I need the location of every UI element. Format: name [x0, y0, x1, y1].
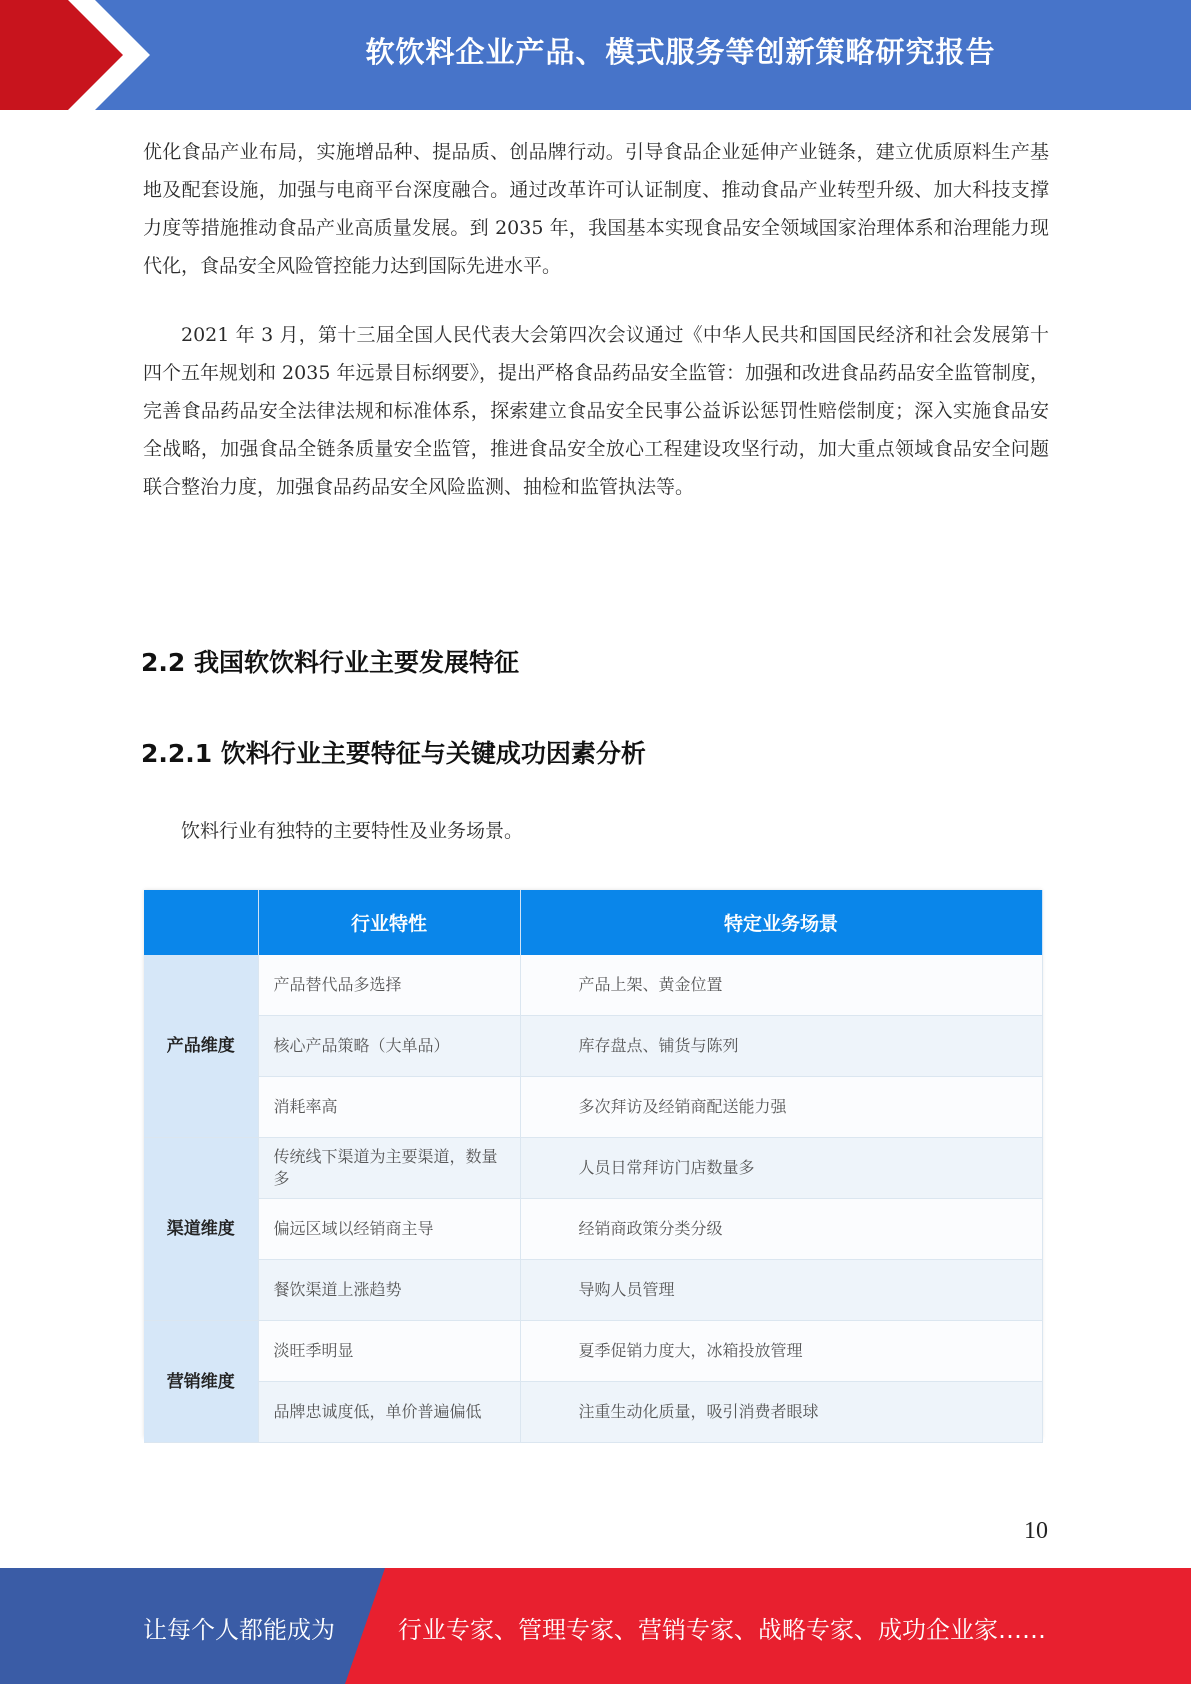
scenario-cell: 导购人员管理 [520, 1260, 1042, 1321]
feature-cell: 品牌忠诚度低，单价普遍偏低 [258, 1382, 520, 1443]
page-footer [0, 1568, 1191, 1684]
scenario-cell: 人员日常拜访门店数量多 [520, 1138, 1042, 1199]
page-header [0, 0, 1191, 110]
header-cell-industry-feature: 行业特性 [258, 890, 520, 955]
feature-cell: 淡旺季明显 [258, 1321, 520, 1382]
scenario-cell: 经销商政策分类分级 [520, 1199, 1042, 1260]
feature-cell: 传统线下渠道为主要渠道，数量多 [258, 1138, 520, 1199]
footer-slogan-right: 行业专家、管理专家、营销专家、战略专家、成功企业家…… [398, 1616, 1046, 1644]
table-row [144, 1260, 1042, 1321]
header-cell-business-scenario: 特定业务场景 [520, 890, 1042, 955]
table-row [144, 1321, 1042, 1382]
paragraph-food-industry: 优化食品产业布局，实施增品种、提品质、创品牌行动。引导食品企业延伸产业链条，建立优质原料生产基地及配套设施，加强与电商平台深度融合。通过改革许可认证制度、推动食品产业转型升级、加大科技支撑力度等措施推动食品产业高质量发展。到 2035 年，我国基本实现食品安全领域国家治理体系和治理能力现代化，食品安全风险管控能力达到国际先进水平。 [143, 141, 1049, 277]
table-row [144, 1199, 1042, 1260]
header-title: 软饮料企业产品、模式服务等创新策略研究报告 [365, 35, 996, 69]
table-row [144, 1138, 1042, 1199]
section-heading-2-2: 2.2 我国软饮料行业主要发展特征 [141, 648, 519, 677]
dimension-cell-channel: 渠道维度 [144, 1138, 258, 1321]
scenario-cell: 夏季促销力度大，冰箱投放管理 [520, 1321, 1042, 1382]
feature-cell: 产品替代品多选择 [258, 955, 520, 1016]
table-row [144, 1077, 1042, 1138]
header-cell-empty [144, 890, 258, 955]
feature-cell: 餐饮渠道上涨趋势 [258, 1260, 520, 1321]
feature-cell: 核心产品策略（大单品） [258, 1016, 520, 1077]
footer-slogan-left: 让每个人都能成为 [143, 1616, 335, 1644]
feature-cell: 消耗率高 [258, 1077, 520, 1138]
table-header-row [144, 890, 1042, 955]
scenario-cell: 库存盘点、铺货与陈列 [520, 1016, 1042, 1077]
feature-cell: 偏远区域以经销商主导 [258, 1199, 520, 1260]
section-heading-2-2-1: 2.2.1 饮料行业主要特征与关键成功因素分析 [141, 739, 646, 768]
dimension-cell-product: 产品维度 [144, 955, 258, 1138]
dimension-cell-marketing: 营销维度 [144, 1321, 258, 1443]
table-row [144, 955, 1042, 1016]
paragraph-14th-five-year-plan: 2021 年 3 月，第十三届全国人民代表大会第四次会议通过《中华人民共和国国民经济和社会发展第十四个五年规划和 2035 年远景目标纲要》，提出严格食品药品安全监管：加强和改进食品药品安全监管制度，完善食品药品安全法律法规和标准体系，探索建立食品安全民事公益诉讼惩罚性赔偿制度；深入实施食品安全战略，加强食品全链条质量安全监管，推进食品安全放心工程建设攻坚行动，加大重点领域食品安全问题联合整治力度，加强食品药品安全风险监测、抽检和监管执法等。 [143, 324, 1049, 498]
table-intro-text: 饮料行业有独特的主要特性及业务场景。 [181, 820, 524, 842]
table-row [144, 1382, 1042, 1443]
page-number: 10 [1024, 1518, 1048, 1544]
scenario-cell: 产品上架、黄金位置 [520, 955, 1042, 1016]
table-row [144, 1016, 1042, 1077]
scenario-cell: 多次拜访及经销商配送能力强 [520, 1077, 1042, 1138]
header-arrow-decoration [0, 0, 170, 110]
scenario-cell: 注重生动化质量，吸引消费者眼球 [520, 1382, 1042, 1443]
industry-features-table [144, 890, 1042, 1438]
